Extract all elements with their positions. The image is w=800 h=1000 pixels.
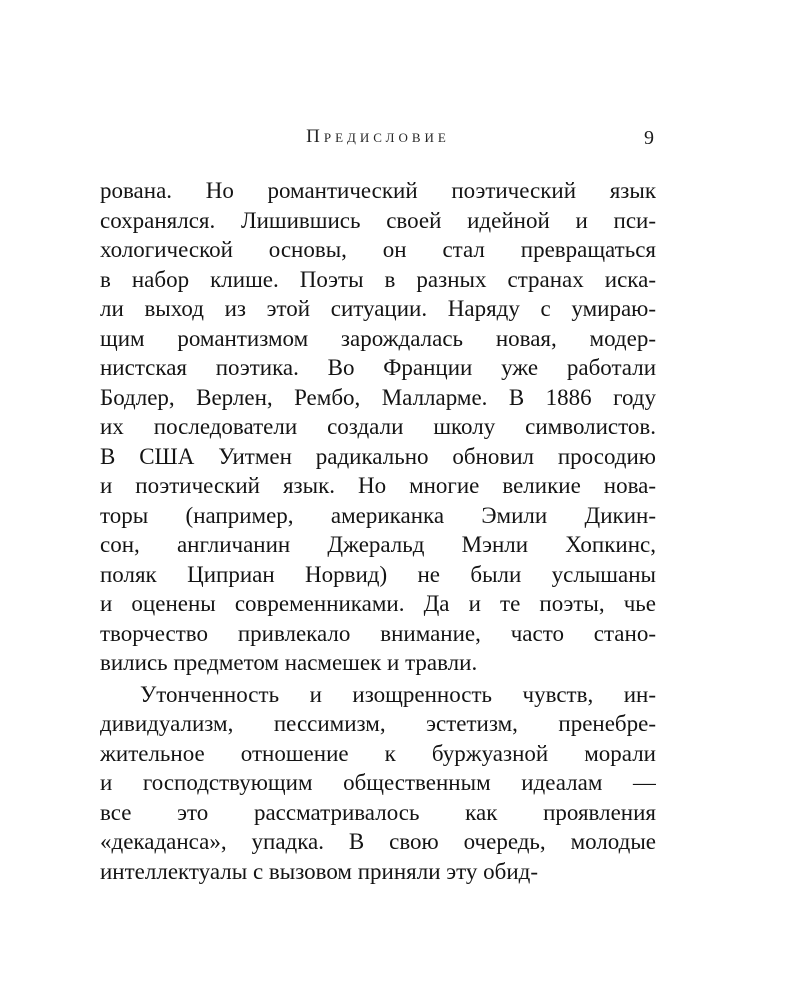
text-line: рована. Но романтический поэтический язык [100,178,656,203]
text-line: сон, англичанин Джеральд Мэнли Хопкинс, [100,532,656,557]
text-line: и оценены современниками. Да и те поэты, чье [100,591,656,616]
text-line: интеллектуалы с вызовом приняли эту обид- [100,858,539,884]
text-line: их последователи создали школу символистов. [100,414,656,439]
text-line: творчество привлекало внимание, часто стано- [100,620,656,646]
paragraphs [100,176,656,886]
text-line: торы (например, американка Эмили Дикин- [100,502,656,528]
paragraph [100,176,656,678]
page-number: 9 [644,127,654,149]
paragraph [100,680,656,887]
page-header [100,126,656,152]
text-line: В США Уитмен радикально обновил просодию [100,443,656,469]
text-line: нистская поэтика. Во Франции уже работали [100,355,656,380]
text-line: в набор клише. Поэты в разных странах иска- [100,266,656,292]
text-line: и господствующим общественным идеалам — [100,770,656,795]
running-title: Предисловие [306,126,450,147]
text-line: сохранялся. Лишившись своей идейной и пси- [100,207,656,233]
text-line: поляк Циприан Норвид) не были услышаны [100,561,656,587]
text-line: и поэтический язык. Но многие великие нова- [100,473,656,498]
text-line: ли выход из этой ситуации. Наряду с умираю- [100,296,656,321]
text-line: Утонченность и изощренность чувств, ин- [140,681,656,707]
text-block [100,126,656,888]
text-line: щим романтизмом зарождалась новая, модер- [100,325,656,351]
text-line: Бодлер, Верлен, Рембо, Малларме. В 1886 году [100,384,656,410]
text-line: все это рассматривалось как проявления [100,799,656,825]
text-line: «декаданса», упадка. В свою очередь, молодые [100,829,656,854]
text-line: хологической основы, он стал превращаться [100,237,656,262]
text-line: жительное отношение к буржуазной морали [100,740,656,766]
text-line: дивидуализм, пессимизм, эстетизм, пренебре- [100,711,656,736]
text-line: вились предметом насмешек и травли. [100,650,478,675]
